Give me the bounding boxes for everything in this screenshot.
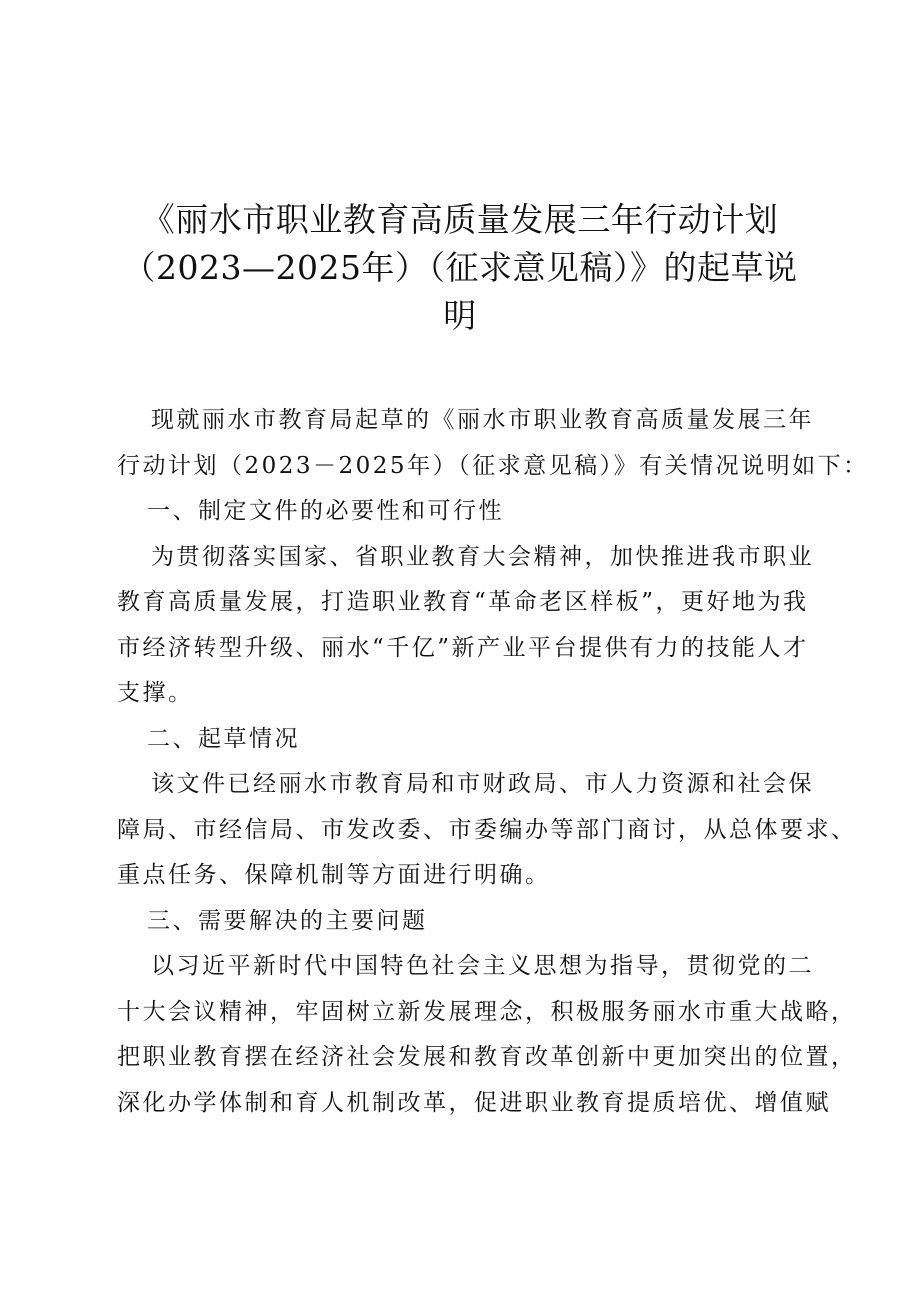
section-3-paragraph [117, 944, 857, 1126]
section-heading-1: 一、制定文件的必要性和可行性 [147, 498, 504, 524]
paragraph-line: 市经济转型升级、丽水“千亿”新产业平台提供有力的技能人才 [117, 634, 809, 661]
paragraph-line: 行动计划（2023－2025年）（征求意见稿）》有关情况说明如下： [117, 452, 869, 479]
title-line-3: 明 [443, 296, 477, 335]
paragraph-line: 为贯彻落实国家、省职业教育大会精神，加快推进我市职业 [151, 543, 814, 570]
paragraph-line: 十大会议精神，牢固树立新发展理念，积极服务丽水市重大战略， [117, 998, 857, 1025]
section-heading-2: 二、起草情况 [147, 725, 300, 752]
title-line-1: 《丽水市职业教育高质量发展三年行动计划 [141, 200, 779, 239]
paragraph-line: 支撑。 [117, 680, 194, 706]
document-title [110, 196, 810, 340]
paragraph-line: 该文件已经丽水市教育局和市财政局、市人力资源和社会保 [151, 771, 814, 797]
paragraph-line: 障局、市经信局、市发改委、市委编办等部门商讨，从总体要求、 [117, 816, 857, 843]
section-heading-3: 三、需要解决的主要问题 [147, 907, 428, 934]
title-line-2: （2023—2025年）（征求意见稿）》的起草说 [122, 248, 798, 287]
paragraph-line: 现就丽水市教育局起草的《丽水市职业教育高质量发展三年 [151, 407, 814, 433]
intro-paragraph [117, 398, 869, 489]
paragraph-line: 把职业教育摆在经济社会发展和教育改革创新中更加突出的位置， [117, 1044, 857, 1070]
document-body [117, 398, 869, 1126]
section-2-paragraph [117, 762, 857, 899]
paragraph-line: 重点任务、保障机制等方面进行明确。 [117, 862, 551, 888]
paragraph-line: 深化办学体制和育人机制改革，促进职业教育提质培优、增值赋 [117, 1089, 831, 1116]
paragraph-line: 教育高质量发展，打造职业教育“革命老区样板”，更好地为我 [117, 589, 809, 615]
section-1-paragraph [117, 535, 827, 717]
paragraph-line: 以习近平新时代中国特色社会主义思想为指导，贯彻党的二 [151, 953, 814, 979]
